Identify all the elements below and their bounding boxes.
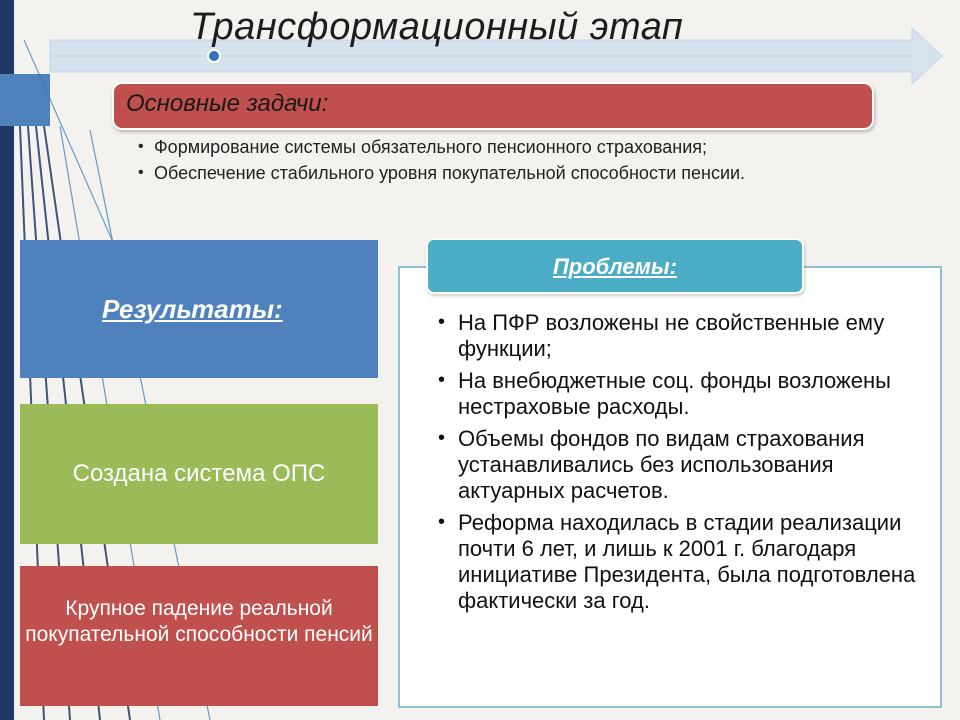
tasks-list bbox=[136, 136, 856, 188]
page-title: Трансформационный этап bbox=[190, 6, 684, 48]
list-item: • Формирование системы обязательного пенсионного страхования; bbox=[136, 136, 856, 158]
list-item: • На ПФР возложены не свойственные ему функции; bbox=[434, 310, 934, 362]
ops-result-box bbox=[20, 404, 378, 544]
list-item: • Реформа находилась в стадии реализации почти 6 лет, и лишь к 2001 г. благодаря инициативе Президента, была подготовлена фактически за год. bbox=[434, 510, 934, 614]
list-item: • Объемы фондов по видам страхования устанавливались без использования актуарных расчетов. bbox=[434, 426, 934, 504]
tasks-header bbox=[112, 82, 874, 130]
list-item: • Обеспечение стабильного уровня покупательной способности пенсии. bbox=[136, 162, 856, 184]
results-box bbox=[20, 240, 378, 378]
problems-header bbox=[426, 238, 804, 294]
tasks-heading: Основные задачи: bbox=[126, 90, 329, 117]
ops-result-text: Создана система ОПС bbox=[72, 460, 326, 487]
pension-fall-box bbox=[20, 566, 378, 706]
problems-heading: Проблемы: bbox=[552, 254, 678, 279]
problems-list bbox=[434, 310, 934, 620]
pension-fall-text: Крупное падение реальной покупательной способности пенсий bbox=[25, 597, 373, 646]
list-item: • На внебюджетные соц. фонды возложены нестраховые расходы. bbox=[434, 368, 934, 420]
results-heading: Результаты: bbox=[102, 294, 283, 324]
